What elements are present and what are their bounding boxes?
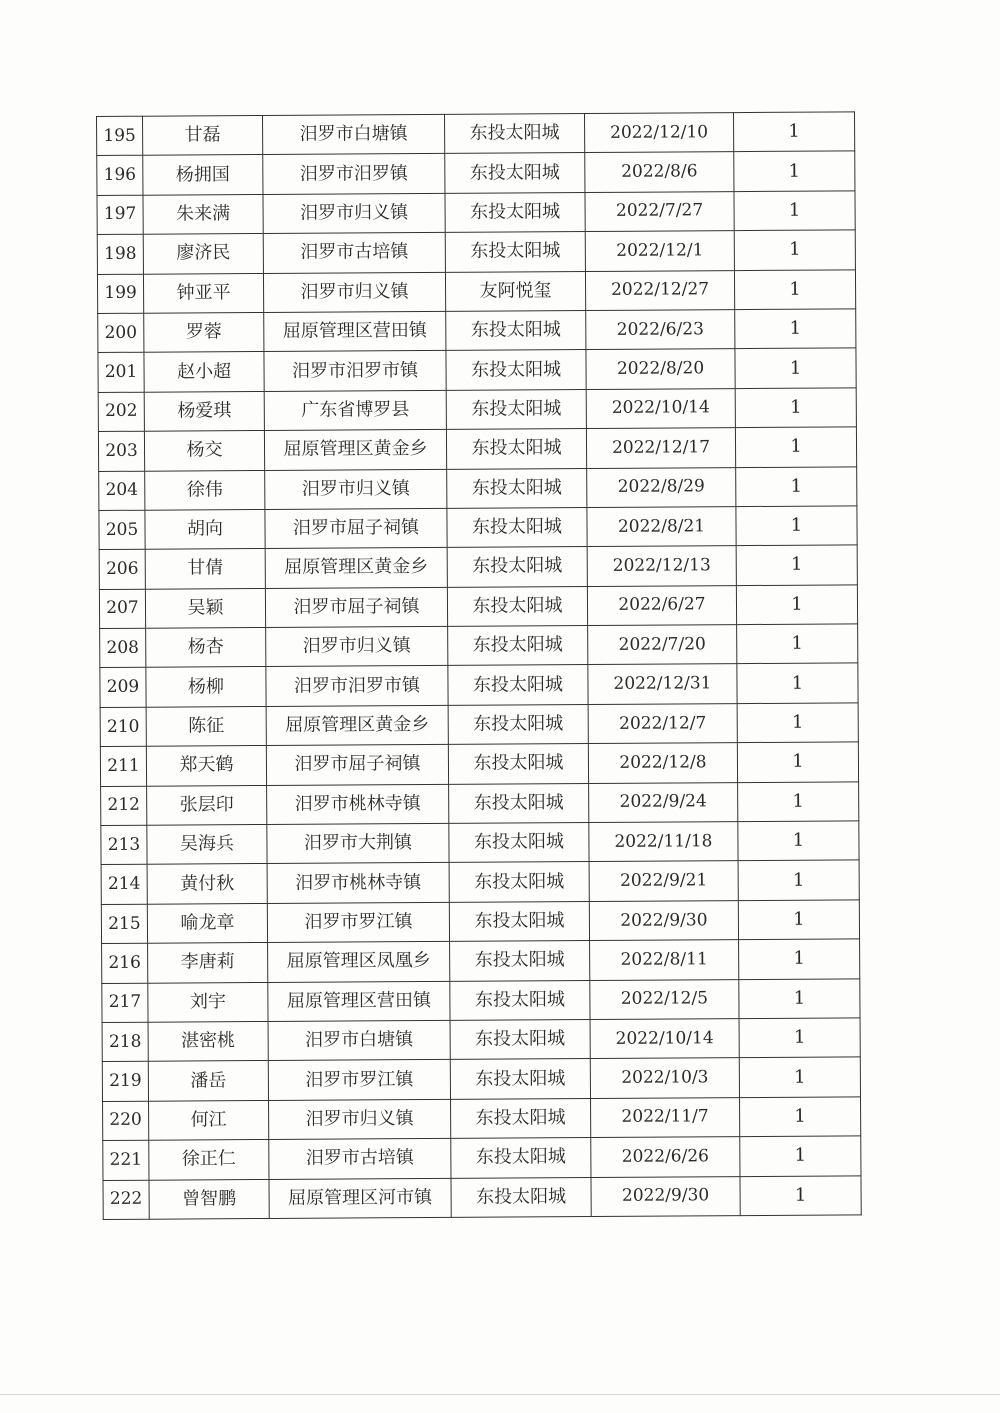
date-cell: 2022/6/26 xyxy=(591,1137,740,1177)
table-row xyxy=(103,1175,861,1219)
row-number-cell: 201 xyxy=(98,353,144,393)
date-cell: 2022/12/8 xyxy=(588,743,737,783)
count-cell: 1 xyxy=(739,1018,860,1058)
date-cell: 2022/10/3 xyxy=(590,1058,739,1098)
name-cell: 杨柳 xyxy=(146,667,266,707)
name-cell: 曾智鹏 xyxy=(149,1179,269,1219)
address-cell: 屈原管理区黄金乡 xyxy=(264,429,446,470)
project-cell: 东投太阳城 xyxy=(446,429,586,469)
address-cell: 汨罗市归义镇 xyxy=(265,469,447,510)
address-cell: 汨罗市桃林寺镇 xyxy=(267,863,449,904)
count-cell: 1 xyxy=(734,230,855,270)
name-cell: 杨拥国 xyxy=(143,155,263,195)
name-cell: 杨交 xyxy=(144,431,264,471)
date-cell: 2022/8/11 xyxy=(590,940,739,980)
project-cell: 东投太阳城 xyxy=(447,586,587,626)
date-cell: 2022/8/6 xyxy=(585,152,734,192)
count-cell: 1 xyxy=(734,269,855,309)
project-cell: 东投太阳城 xyxy=(449,901,589,941)
date-cell: 2022/10/14 xyxy=(586,388,735,428)
project-cell: 东投太阳城 xyxy=(445,192,585,232)
date-cell: 2022/12/1 xyxy=(585,231,734,271)
row-number-cell: 202 xyxy=(98,392,144,432)
name-cell: 罗蓉 xyxy=(144,312,264,352)
name-cell: 朱来满 xyxy=(143,194,263,234)
date-cell: 2022/6/23 xyxy=(586,310,735,350)
scan-edge-line xyxy=(0,1394,1000,1395)
name-cell: 杨杏 xyxy=(146,628,266,668)
table-row xyxy=(102,1057,860,1101)
address-cell: 汨罗市古培镇 xyxy=(263,233,445,274)
table-row xyxy=(98,348,856,392)
project-cell: 东投太阳城 xyxy=(450,1059,590,1099)
name-cell: 甘倩 xyxy=(145,549,265,589)
address-cell: 汨罗市白塘镇 xyxy=(262,114,444,155)
date-cell: 2022/12/31 xyxy=(588,664,737,704)
row-number-cell: 196 xyxy=(97,156,143,196)
name-cell: 甘磊 xyxy=(143,115,263,155)
date-cell: 2022/12/5 xyxy=(590,979,739,1019)
address-cell: 汨罗市汨罗镇 xyxy=(263,154,445,195)
table-row xyxy=(103,1136,861,1180)
address-cell: 汨罗市归义镇 xyxy=(269,1099,451,1140)
count-cell: 1 xyxy=(737,663,858,703)
date-cell: 2022/8/29 xyxy=(587,467,736,507)
count-cell: 1 xyxy=(737,624,858,664)
row-number-cell: 204 xyxy=(99,471,145,511)
address-cell: 汨罗市罗江镇 xyxy=(267,902,449,943)
project-cell: 东投太阳城 xyxy=(446,350,586,390)
date-cell: 2022/10/14 xyxy=(590,1019,739,1059)
count-cell: 1 xyxy=(739,939,860,979)
date-cell: 2022/8/20 xyxy=(586,349,735,389)
row-number-cell: 203 xyxy=(98,431,144,471)
row-number-cell: 220 xyxy=(103,1101,149,1141)
count-cell: 1 xyxy=(736,585,857,625)
count-cell: 1 xyxy=(739,978,860,1018)
row-number-cell: 211 xyxy=(100,746,146,786)
project-cell: 东投太阳城 xyxy=(450,980,590,1020)
count-cell: 1 xyxy=(740,1136,861,1176)
name-cell: 何江 xyxy=(149,1100,269,1140)
count-cell: 1 xyxy=(735,309,856,349)
name-cell: 徐正仁 xyxy=(149,1140,269,1180)
project-cell: 东投太阳城 xyxy=(448,665,588,705)
table-row xyxy=(101,821,859,865)
count-cell: 1 xyxy=(734,191,855,231)
row-number-cell: 207 xyxy=(99,589,145,629)
project-cell: 东投太阳城 xyxy=(450,941,590,981)
project-cell: 友阿悦玺 xyxy=(445,271,585,311)
purchase-record-table xyxy=(96,111,862,1220)
date-cell: 2022/9/30 xyxy=(591,1176,740,1216)
project-cell: 东投太阳城 xyxy=(448,626,588,666)
project-cell: 东投太阳城 xyxy=(448,744,588,784)
row-number-cell: 200 xyxy=(98,313,144,353)
project-cell: 东投太阳城 xyxy=(445,232,585,272)
table-row xyxy=(102,1018,860,1062)
name-cell: 胡向 xyxy=(145,509,265,549)
table-row xyxy=(102,939,860,983)
table-row xyxy=(101,900,859,944)
project-cell: 东投太阳城 xyxy=(447,468,587,508)
project-cell: 东投太阳城 xyxy=(447,507,587,547)
table-row xyxy=(103,1097,861,1141)
address-cell: 汨罗市汨罗市镇 xyxy=(266,666,448,707)
count-cell: 1 xyxy=(735,348,856,388)
name-cell: 李唐莉 xyxy=(148,943,268,983)
table-row xyxy=(97,112,855,156)
address-cell: 汨罗市大荆镇 xyxy=(267,823,449,864)
row-number-cell: 210 xyxy=(100,707,146,747)
project-cell: 东投太阳城 xyxy=(447,547,587,587)
count-cell: 1 xyxy=(740,1175,861,1215)
table-row xyxy=(97,191,855,235)
project-cell: 东投太阳城 xyxy=(445,153,585,193)
table-row xyxy=(99,585,857,629)
name-cell: 湛密桃 xyxy=(148,1021,268,1061)
address-cell: 汨罗市归义镇 xyxy=(266,626,448,667)
address-cell: 汨罗市屈子祠镇 xyxy=(265,508,447,549)
row-number-cell: 209 xyxy=(100,668,146,708)
project-cell: 东投太阳城 xyxy=(451,1098,591,1138)
address-cell: 汨罗市归义镇 xyxy=(263,193,445,234)
name-cell: 潘岳 xyxy=(148,1061,268,1101)
name-cell: 郑天鹤 xyxy=(146,746,266,786)
table-row xyxy=(98,388,856,432)
table-row xyxy=(98,427,856,471)
table-row xyxy=(97,230,855,274)
name-cell: 杨爱琪 xyxy=(144,391,264,431)
count-cell: 1 xyxy=(735,427,856,467)
count-cell: 1 xyxy=(739,1057,860,1097)
name-cell: 廖济民 xyxy=(143,234,263,274)
date-cell: 2022/12/7 xyxy=(588,703,737,743)
date-cell: 2022/12/13 xyxy=(587,546,736,586)
address-cell: 屈原管理区黄金乡 xyxy=(265,548,447,589)
table-row xyxy=(97,151,855,195)
name-cell: 吴海兵 xyxy=(147,825,267,865)
count-cell: 1 xyxy=(733,112,854,152)
date-cell: 2022/6/27 xyxy=(587,585,736,625)
table-body xyxy=(97,112,862,1220)
name-cell: 赵小超 xyxy=(144,352,264,392)
count-cell: 1 xyxy=(737,742,858,782)
address-cell: 汨罗市桃林寺镇 xyxy=(267,784,449,825)
row-number-cell: 208 xyxy=(100,628,146,668)
address-cell: 屈原管理区黄金乡 xyxy=(266,705,448,746)
date-cell: 2022/7/20 xyxy=(588,625,737,665)
date-cell: 2022/9/30 xyxy=(589,900,738,940)
date-cell: 2022/9/24 xyxy=(589,782,738,822)
row-number-cell: 212 xyxy=(101,786,147,826)
row-number-cell: 219 xyxy=(102,1062,148,1102)
date-cell: 2022/7/27 xyxy=(585,191,734,231)
row-number-cell: 213 xyxy=(101,825,147,865)
count-cell: 1 xyxy=(735,388,856,428)
name-cell: 黄付秋 xyxy=(147,864,267,904)
count-cell: 1 xyxy=(738,781,859,821)
address-cell: 汨罗市白塘镇 xyxy=(268,1020,450,1061)
address-cell: 广东省博罗县 xyxy=(264,390,446,431)
row-number-cell: 214 xyxy=(101,865,147,905)
name-cell: 喻龙章 xyxy=(147,903,267,943)
name-cell: 吴颖 xyxy=(145,588,265,628)
row-number-cell: 206 xyxy=(99,550,145,590)
table-row xyxy=(101,781,859,825)
row-number-cell: 205 xyxy=(99,510,145,550)
name-cell: 刘宇 xyxy=(148,982,268,1022)
project-cell: 东投太阳城 xyxy=(444,114,584,154)
address-cell: 汨罗市罗江镇 xyxy=(268,1060,450,1101)
table-row xyxy=(97,269,855,313)
date-cell: 2022/12/17 xyxy=(586,428,735,468)
count-cell: 1 xyxy=(736,506,857,546)
project-cell: 东投太阳城 xyxy=(449,862,589,902)
table-row xyxy=(98,309,856,353)
address-cell: 汨罗市屈子祠镇 xyxy=(266,745,448,786)
project-cell: 东投太阳城 xyxy=(448,704,588,744)
row-number-cell: 197 xyxy=(97,195,143,235)
project-cell: 东投太阳城 xyxy=(451,1138,591,1178)
project-cell: 东投太阳城 xyxy=(450,1019,590,1059)
row-number-cell: 195 xyxy=(97,116,143,156)
address-cell: 汨罗市屈子祠镇 xyxy=(265,587,447,628)
table-row xyxy=(99,506,857,550)
date-cell: 2022/8/21 xyxy=(587,507,736,547)
table-row xyxy=(102,978,860,1022)
row-number-cell: 198 xyxy=(97,234,143,274)
count-cell: 1 xyxy=(736,466,857,506)
row-number-cell: 222 xyxy=(103,1180,149,1220)
table-row xyxy=(100,703,858,747)
row-number-cell: 217 xyxy=(102,983,148,1023)
row-number-cell: 221 xyxy=(103,1140,149,1180)
count-cell: 1 xyxy=(736,545,857,585)
count-cell: 1 xyxy=(738,860,859,900)
row-number-cell: 218 xyxy=(102,1022,148,1062)
project-cell: 东投太阳城 xyxy=(451,1177,591,1217)
address-cell: 屈原管理区凤凰乡 xyxy=(268,942,450,983)
count-cell: 1 xyxy=(740,1097,861,1137)
address-cell: 汨罗市古培镇 xyxy=(269,1139,451,1180)
table-row xyxy=(100,663,858,707)
table-row xyxy=(100,742,858,786)
row-number-cell: 216 xyxy=(102,943,148,983)
name-cell: 陈征 xyxy=(146,706,266,746)
address-cell: 汨罗市汨罗市镇 xyxy=(264,351,446,392)
row-number-cell: 215 xyxy=(101,904,147,944)
name-cell: 张层印 xyxy=(147,785,267,825)
date-cell: 2022/11/18 xyxy=(589,822,738,862)
table-row xyxy=(100,624,858,668)
count-cell: 1 xyxy=(734,151,855,191)
date-cell: 2022/12/10 xyxy=(584,113,733,153)
row-number-cell: 199 xyxy=(97,274,143,314)
address-cell: 屈原管理区河市镇 xyxy=(269,1178,451,1219)
project-cell: 东投太阳城 xyxy=(449,823,589,863)
count-cell: 1 xyxy=(737,703,858,743)
project-cell: 东投太阳城 xyxy=(446,389,586,429)
date-cell: 2022/11/7 xyxy=(591,1097,740,1137)
date-cell: 2022/12/27 xyxy=(585,270,734,310)
name-cell: 钟亚平 xyxy=(143,273,263,313)
table-row xyxy=(99,466,857,510)
table-row xyxy=(99,545,857,589)
project-cell: 东投太阳城 xyxy=(446,310,586,350)
address-cell: 汨罗市归义镇 xyxy=(263,272,445,313)
name-cell: 徐伟 xyxy=(145,470,265,510)
address-cell: 屈原管理区营田镇 xyxy=(268,981,450,1022)
table-row xyxy=(101,860,859,904)
address-cell: 屈原管理区营田镇 xyxy=(264,311,446,352)
project-cell: 东投太阳城 xyxy=(449,783,589,823)
count-cell: 1 xyxy=(738,900,859,940)
count-cell: 1 xyxy=(738,821,859,861)
date-cell: 2022/9/21 xyxy=(589,861,738,901)
